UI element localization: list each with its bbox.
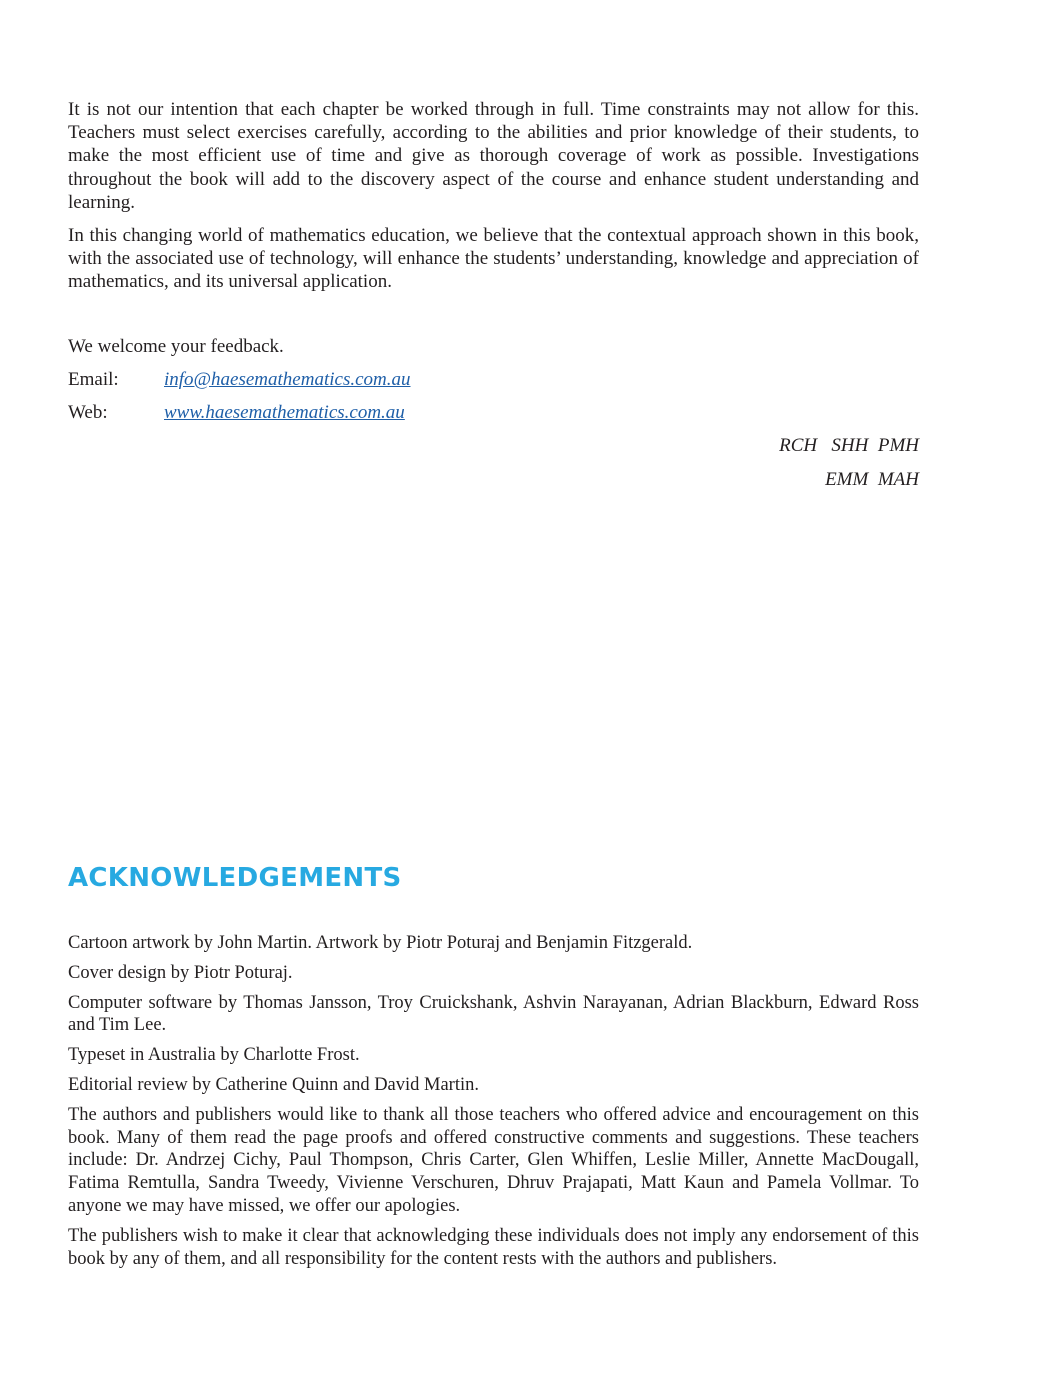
web-label: Web: — [68, 402, 108, 424]
ack-paragraph-4: Typeset in Australia by Charlotte Frost. — [68, 1045, 360, 1066]
preface-paragraph-1: It is not our intention that each chapter be worked through in full. Time constraints may not allow for this. Teachers must select exercises carefully, according to the abilities and prior knowledge of their students, to make the most efficient use of time and give as thorough coverage of work as possible. Investigations throughout the book will add to the discovery aspect of the course and enhance student understanding and learning. — [68, 99, 919, 213]
email-row — [68, 368, 919, 401]
ack-paragraph-1: Cartoon artwork by John Martin. Artwork by Piotr Poturaj and Benjamin Fitzgerald. — [68, 933, 693, 953]
ack-paragraph-7: The publishers wish to make it clear that acknowledging these individuals does not imply any endorsement of this book by any of them, and all responsibility for the content rests with the authors and publishers. — [68, 1225, 919, 1269]
acknowledgements-heading: ACKNOWLEDGEMENTS — [68, 863, 402, 893]
ack-paragraph-3: Computer software by Thomas Jansson, Troy Cruickshank, Ashvin Narayanan, Adrian Blackburn, Edward Ross and Tim Lee. — [68, 992, 919, 1036]
ack-paragraph-5: Editorial review by Catherine Quinn and David Martin. — [68, 1074, 480, 1095]
signature-line-1: RCH SHH PMH — [779, 435, 919, 457]
web-row — [68, 401, 919, 434]
preface-section — [68, 98, 919, 501]
author-signatures — [68, 434, 919, 501]
web-link[interactable]: www.haesemathematics.com.au — [164, 402, 405, 424]
email-label: Email: — [68, 369, 119, 391]
email-link[interactable]: info@haesemathematics.com.au — [164, 369, 411, 391]
preface-paragraph-2: In this changing world of mathematics education, we believe that the contextual approach shown in this book, with the associated use of technology, will enhance the students’ understanding, knowledge and appreciation of mathematics, and its universal application. — [68, 225, 919, 293]
feedback-block — [68, 335, 919, 435]
ack-paragraph-2: Cover design by Piotr Poturaj. — [68, 962, 293, 983]
signature-line-2: EMM MAH — [825, 468, 919, 490]
acknowledgements-section — [68, 932, 919, 1277]
ack-paragraph-6: The authors and publishers would like to thank all those teachers who offered advice and encouragement on this book. Many of them read the page proofs and offered constructive comments and suggestions. These teachers include: Dr. Andrzej Cichy, Paul Thompson, Chris Carter, Glen Whiffen, Leslie Miller, Annette MacDougall, Fatima Remtulla, Sandra Tweedy, Vivienne Verschuren, Dhruv Prajapati, Matt Kaun and Pamela Vollmar. To anyone we may have missed, we offer our apologies. — [68, 1104, 919, 1216]
feedback-welcome: We welcome your feedback. — [68, 335, 284, 357]
